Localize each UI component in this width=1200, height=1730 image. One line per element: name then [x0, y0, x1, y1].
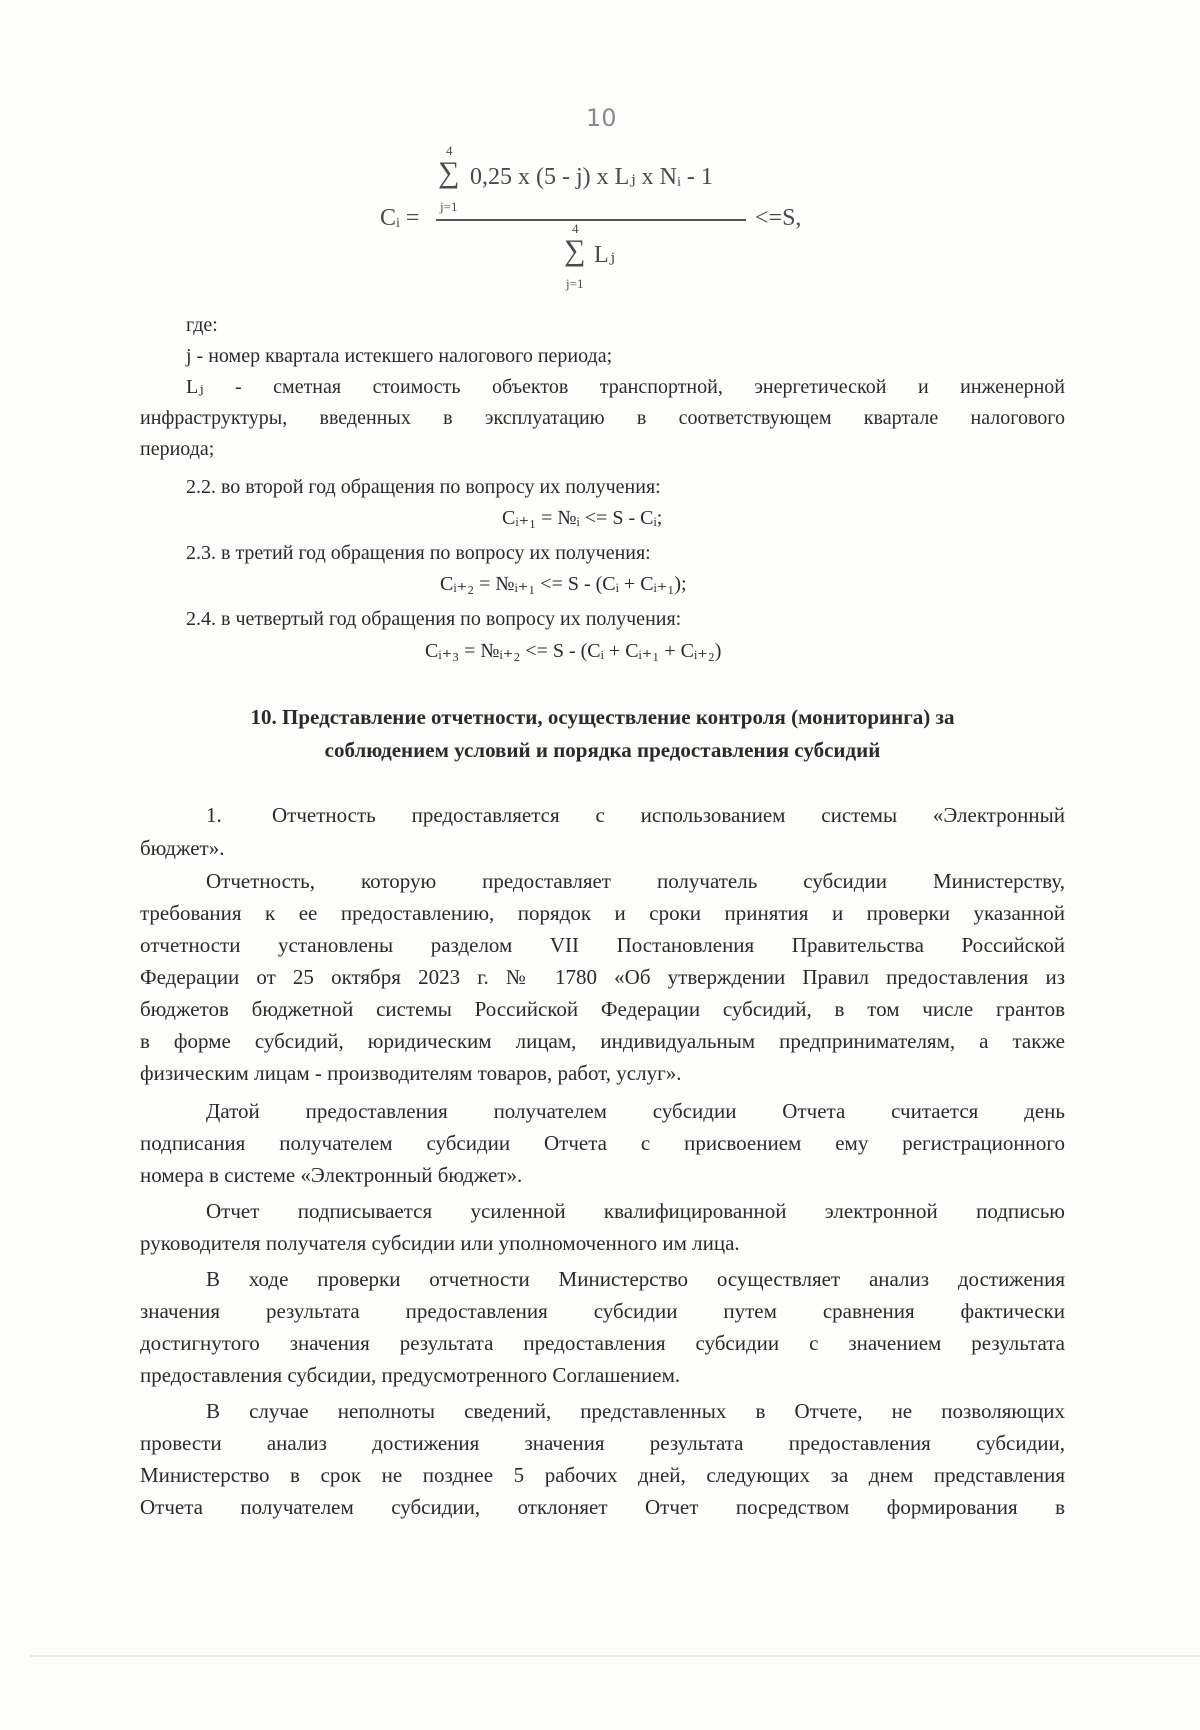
fraction-line: [436, 219, 746, 221]
p1-line2: бюджет».: [140, 836, 225, 860]
p2-line1: Отчетность, которую предоставляет получатель субсидии Министерству,: [206, 869, 1065, 893]
item-2-4-label: 2.4. в четвертый год обращения по вопросу их получения:: [186, 608, 682, 630]
p4-line2: руководителя получателя субсидии или уполномоченного им лица.: [140, 1231, 740, 1255]
p3-line2: подписания получателем субсидии Отчета с присвоением ему регистрационного: [140, 1131, 1065, 1155]
p2-line3: отчетности установлены разделом VII Постановления Правительства Российской: [140, 933, 1065, 957]
sum-symbol: ∑: [438, 156, 460, 189]
scan-edge-line: [30, 1655, 1200, 1657]
main-formula: [0, 0, 1200, 300]
formula-denominator: Lⱼ: [594, 242, 615, 268]
formula-lhs: Cᵢ =: [380, 205, 420, 231]
page-number: 10: [586, 104, 617, 132]
p5-line4: предоставления субсидии, предусмотренного Соглашением.: [140, 1363, 681, 1387]
p5-line1: В ходе проверки отчетности Министерство осуществляет анализ достижения: [206, 1267, 1065, 1291]
lj-definition-line2: инфраструктуры, введенных в эксплуатацию в соответствующем квартале налогового: [140, 407, 1065, 429]
item-2-4-formula: Cᵢ₊₃ = №ᵢ₊₂ <= S - (Cᵢ + Cᵢ₊₁ + Cᵢ₊₂): [425, 640, 722, 662]
p2-line7: физическим лицам - производителям товаров, работ, услуг».: [140, 1061, 682, 1085]
j-definition: j - номер квартала истекшего налогового периода;: [186, 345, 613, 367]
sum-lower-limit: j=1: [440, 199, 458, 214]
p2-line2: требования к ее предоставлению, порядок и сроки принятия и проверки указанной: [140, 901, 1065, 925]
p4-line1: Отчет подписывается усиленной квалифицированной электронной подписью: [206, 1199, 1065, 1223]
p6-line1: В случае неполноты сведений, представленных в Отчете, не позволяющих: [206, 1399, 1065, 1423]
item-2-3-formula: Cᵢ₊₂ = №ᵢ₊₁ <= S - (Cᵢ + Cᵢ₊₁);: [440, 573, 687, 595]
p2-line4: Федерации от 25 октября 2023 г. № 1780 «Об утверждении Правил предоставления из: [140, 965, 1065, 989]
den-lower-limit: j=1: [566, 276, 584, 291]
formula-numerator: 0,25 x (5 - j) x Lⱼ x Nᵢ - 1: [470, 164, 713, 190]
p6-line2: провести анализ достижения значения результата предоставления субсидии,: [140, 1431, 1065, 1455]
item-2-3-label: 2.3. в третий год обращения по вопросу их получения:: [186, 542, 651, 564]
section-title-line2: соблюдением условий и порядка предоставления субсидий: [324, 738, 881, 762]
sum-upper-limit: 4: [446, 143, 453, 158]
formula-rhs: <=S,: [755, 205, 802, 231]
p2-line6: в форме субсидий, юридическим лицам, индивидуальным предпринимателям, а также: [140, 1029, 1065, 1053]
item-2-2-formula: Cᵢ₊₁ = №ᵢ <= S - Cᵢ;: [502, 507, 663, 529]
p1-line1: Отчетность предоставляется с использованием системы «Электронный: [272, 803, 1065, 827]
p1-number: 1.: [206, 803, 222, 827]
p6-line4: Отчета получателем субсидии, отклоняет Отчет посредством формирования в: [140, 1495, 1065, 1519]
where-label: где:: [186, 314, 218, 336]
lj-definition-line1: Lⱼ - сметная стоимость объектов транспортной, энергетической и инженерной: [186, 376, 1065, 398]
lj-definition-line3: периода;: [140, 438, 215, 460]
den-upper-limit: 4: [572, 221, 579, 236]
p6-line3: Министерство в срок не позднее 5 рабочих дней, следующих за днем представления: [140, 1463, 1065, 1487]
den-sum-symbol: ∑: [564, 234, 586, 267]
item-2-2-label: 2.2. во второй год обращения по вопросу их получения:: [186, 476, 661, 498]
p3-line3: номера в системе «Электронный бюджет».: [140, 1163, 523, 1187]
p3-line1: Датой предоставления получателем субсидии Отчета считается день: [206, 1099, 1065, 1123]
section-title-line1: 10. Представление отчетности, осуществление контроля (мониторинга) за: [250, 705, 955, 729]
p2-line5: бюджетов бюджетной системы Российской Федерации субсидий, в том числе грантов: [140, 997, 1065, 1021]
p5-line3: достигнутого значения результата предоставления субсидии с значением результата: [140, 1331, 1065, 1355]
p5-line2: значения результата предоставления субсидии путем сравнения фактически: [140, 1299, 1065, 1323]
